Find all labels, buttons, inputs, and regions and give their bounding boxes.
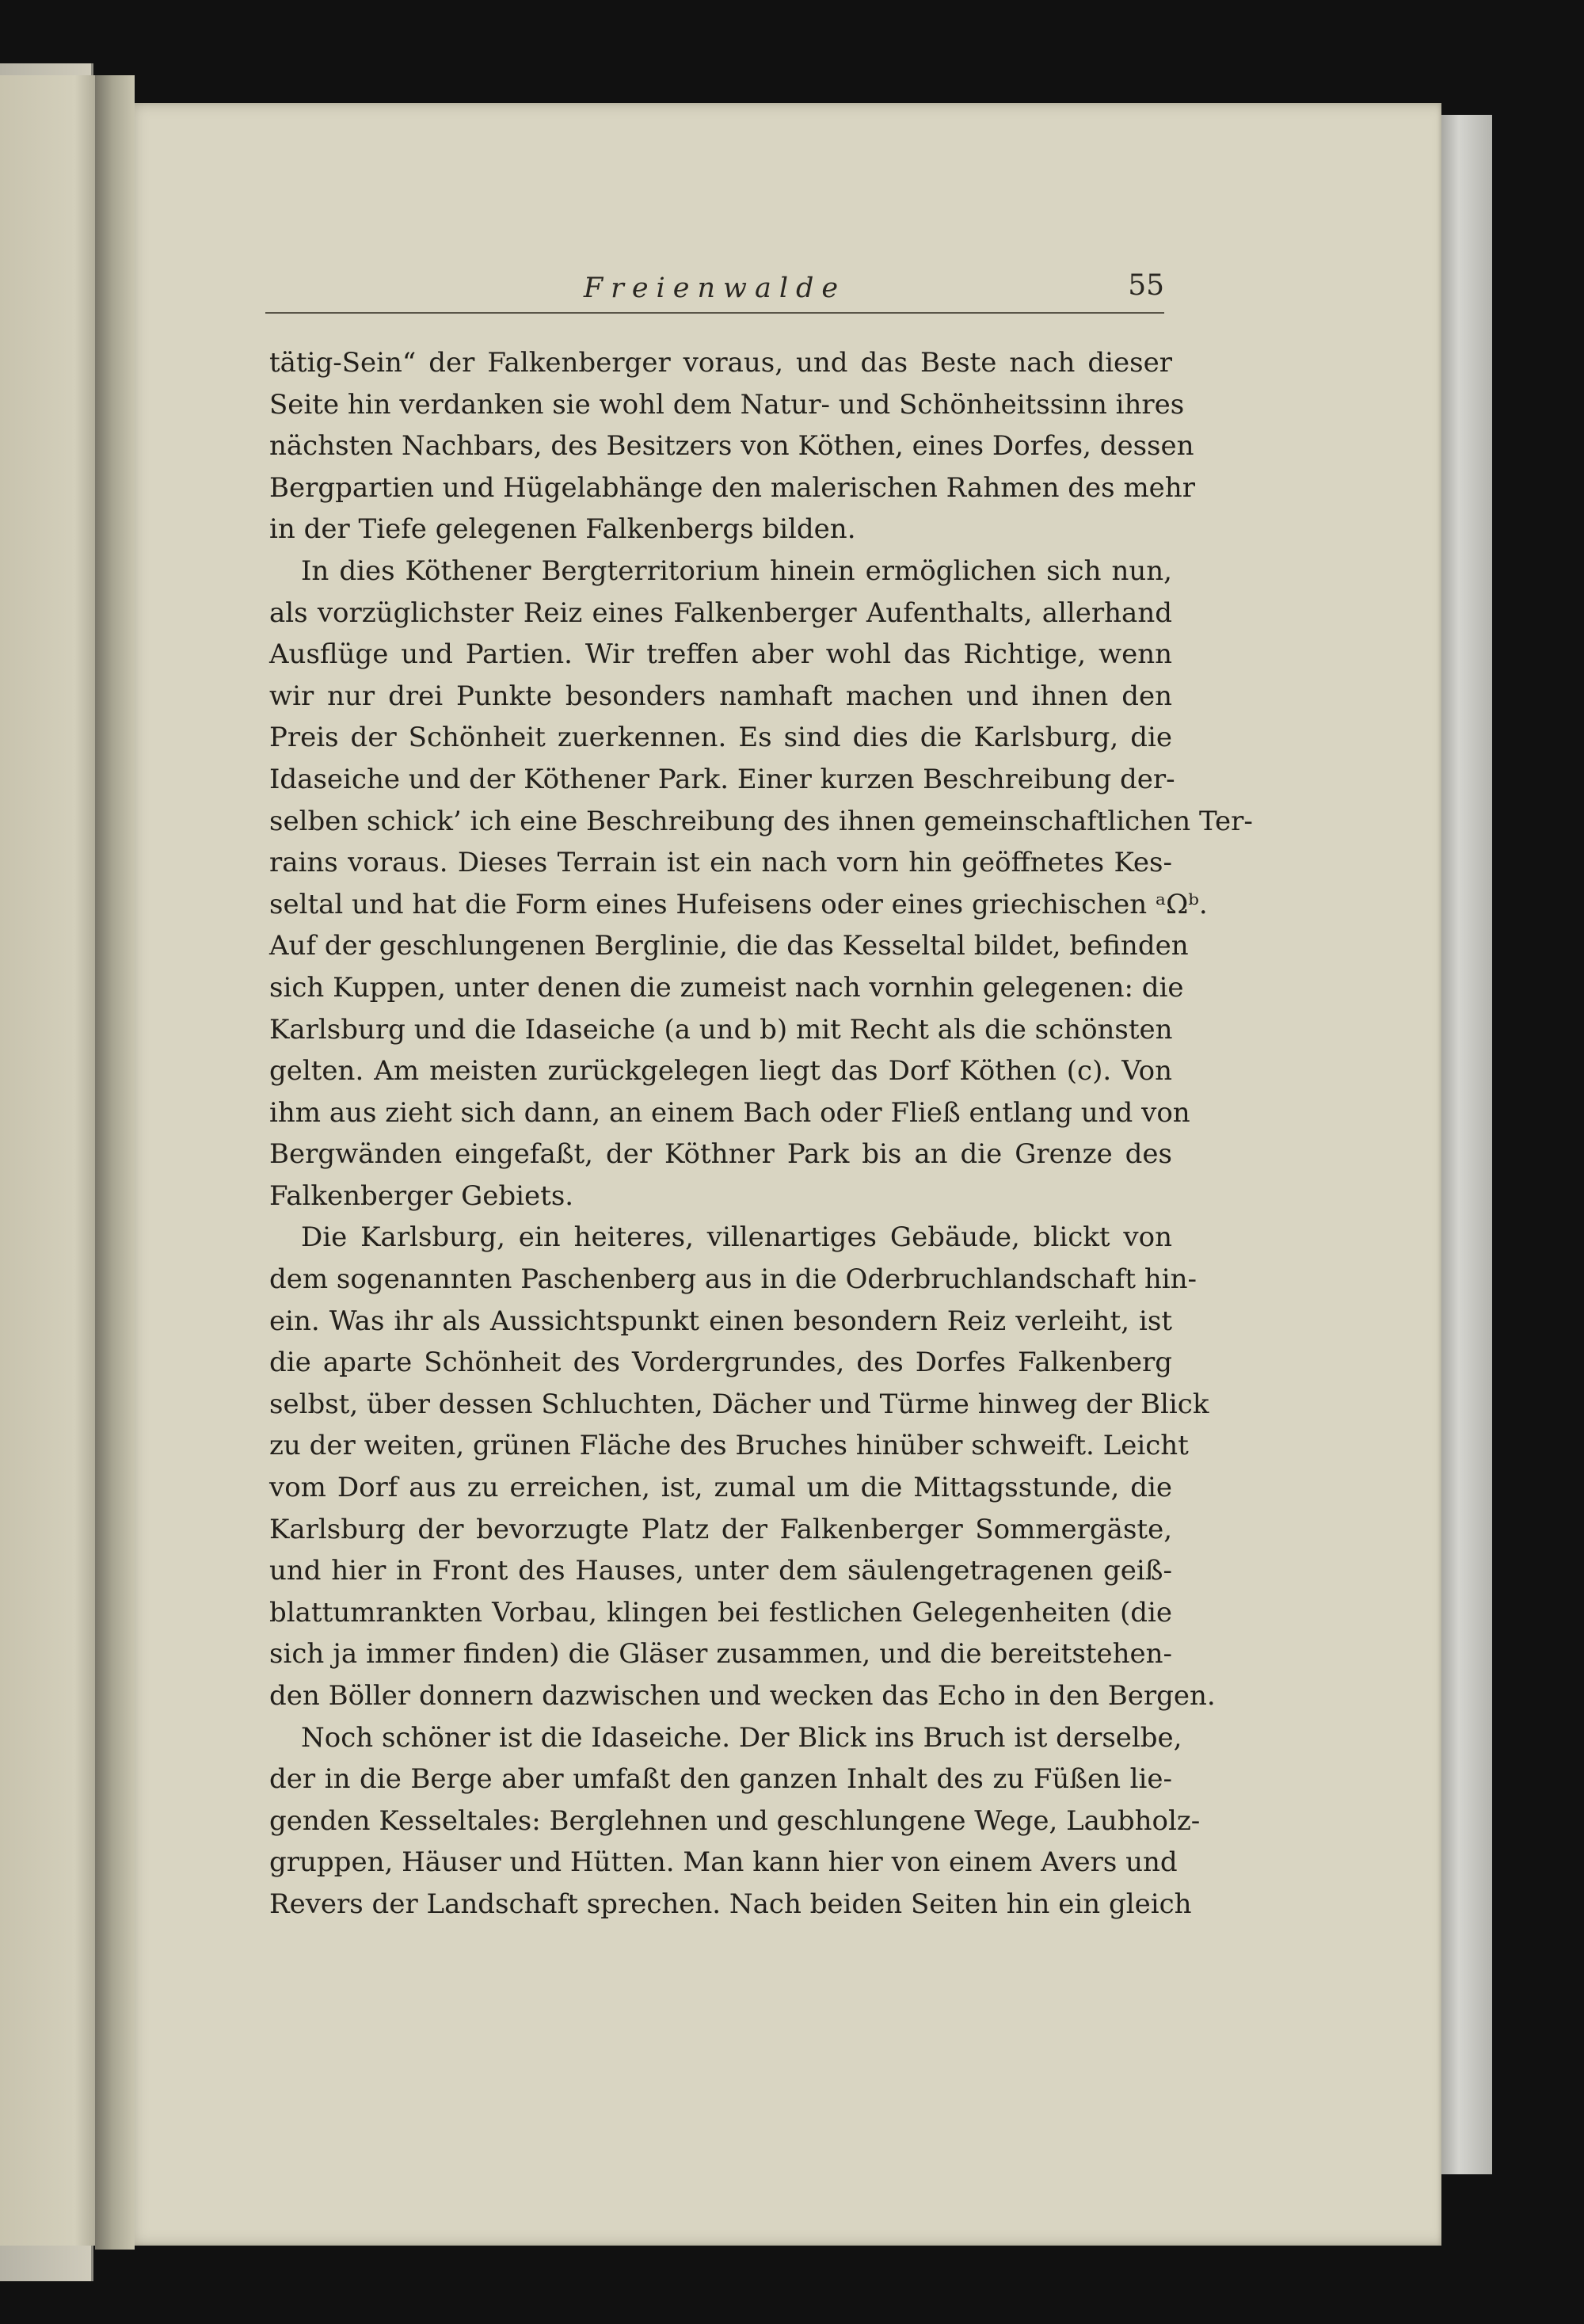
text-line: selbst, über dessen Schluchten, Dächer und Türme hinweg der Blick <box>269 1388 1209 1420</box>
text-line: gelten. Am meisten zurückgelegen liegt das Dorf Köthen (c). Von <box>269 1055 1172 1088</box>
text-line: nächsten Nachbars, des Besitzers von Köthen, eines Dorfes, dessen <box>269 430 1194 463</box>
text-line: Noch schöner ist die Idaseiche. Der Blick ins Bruch ist derselbe, <box>301 1721 1182 1754</box>
text-line: Die Karlsburg, ein heiteres, villenartiges Gebäude, blickt von <box>301 1221 1172 1254</box>
text-line: gruppen, Häuser und Hütten. Man kann hier von einem Avers und <box>269 1846 1178 1879</box>
body-text <box>269 342 1253 1926</box>
text-line: rains voraus. Dieses Terrain ist ein nach vorn hin geöffnetes Kes- <box>269 847 1172 879</box>
text-line: seltal und hat die Form eines Hufeisens oder eines griechischen ᵃΩᵇ. <box>269 888 1208 920</box>
text-line: zu der weiten, grünen Fläche des Bruches hinüber schweift. Leicht <box>269 1430 1189 1462</box>
text-line: Revers der Landschaft sprechen. Nach beiden Seiten hin ein gleich <box>269 1888 1192 1920</box>
text-line: Seite hin verdanken sie wohl dem Natur- und Schönheitssinn ihres <box>269 388 1185 421</box>
text-line: wir nur drei Punkte besonders namhaft machen und ihnen den <box>269 680 1172 712</box>
text-line: sich ja immer finden) die Gläser zusammen, und die bereitstehen- <box>269 1638 1172 1671</box>
text-line: Ausflüge und Partien. Wir treffen aber wohl das Richtige, wenn <box>269 638 1172 671</box>
running-head <box>265 266 1164 314</box>
text-line: dem sogenannten Paschenberg aus in die Oderbruchlandschaft hin- <box>269 1263 1198 1296</box>
text-line: Bergwänden eingefaßt, der Köthner Park bis an die Grenze des <box>269 1138 1172 1171</box>
text-line: In dies Köthener Bergterritorium hinein ermöglichen sich nun, <box>301 554 1172 587</box>
text-line: Bergpartien und Hügelabhänge den malerischen Rahmen des mehr <box>269 471 1195 504</box>
text-line: Karlsburg und die Idaseiche (a und b) mit Recht als die schönsten <box>269 1013 1173 1046</box>
text-line: vom Dorf aus zu erreichen, ist, zumal um die Mittagsstunde, die <box>269 1472 1172 1504</box>
text-line: in der Tiefe gelegenen Falkenbergs bilden. <box>269 513 856 546</box>
left-page <box>0 75 107 2246</box>
text-line: ihm aus zieht sich dann, an einem Bach oder Fließ entlang und von <box>269 1096 1190 1129</box>
text-line: Idaseiche und der Köthener Park. Einer kurzen Beschreibung der- <box>269 763 1175 795</box>
book-cover-edge <box>1435 115 1492 2174</box>
text-line: Preis der Schönheit zuerkennen. Es sind dies die Karlsburg, die <box>269 722 1172 754</box>
text-line: der in die Berge aber umfaßt den ganzen Inhalt des zu Füßen lie- <box>269 1763 1172 1796</box>
running-title: Freienwalde <box>583 272 847 304</box>
text-line: selben schick’ ich eine Beschreibung des ihnen gemeinschaftlichen Ter- <box>269 805 1253 837</box>
text-line: und hier in Front des Hauses, unter dem säulengetragenen geiß- <box>269 1555 1172 1587</box>
text-line: ein. Was ihr als Aussichtspunkt einen besondern Reiz verleiht, ist <box>269 1305 1172 1337</box>
text-line: Falkenberger Gebiets. <box>269 1179 574 1212</box>
text-line: blattumrankten Vorbau, klingen bei festlichen Gelegenheiten (die <box>269 1596 1172 1629</box>
text-line: Auf der geschlungenen Berglinie, die das Kesseltal bildet, befinden <box>269 930 1189 962</box>
text-line: tätig-Sein“ der Falkenberger voraus, und das Beste nach dieser <box>269 347 1172 379</box>
text-line: als vorzüglichster Reiz eines Falkenberger Aufenthalts, allerhand <box>269 596 1172 629</box>
book-gutter <box>95 75 135 2250</box>
text-line: sich Kuppen, unter denen die zumeist nach vornhin gelegenen: die <box>269 971 1184 1004</box>
text-line: Karlsburg der bevorzugte Platz der Falkenberger Sommergäste, <box>269 1513 1172 1545</box>
text-line: den Böller donnern dazwischen und wecken das Echo in den Bergen. <box>269 1680 1216 1712</box>
text-line: genden Kesseltales: Berglehnen und geschlungene Wege, Laubholz- <box>269 1804 1201 1837</box>
page-number: 55 <box>1128 269 1164 302</box>
text-line: die aparte Schönheit des Vordergrundes, des Dorfes Falkenberg <box>269 1347 1172 1379</box>
